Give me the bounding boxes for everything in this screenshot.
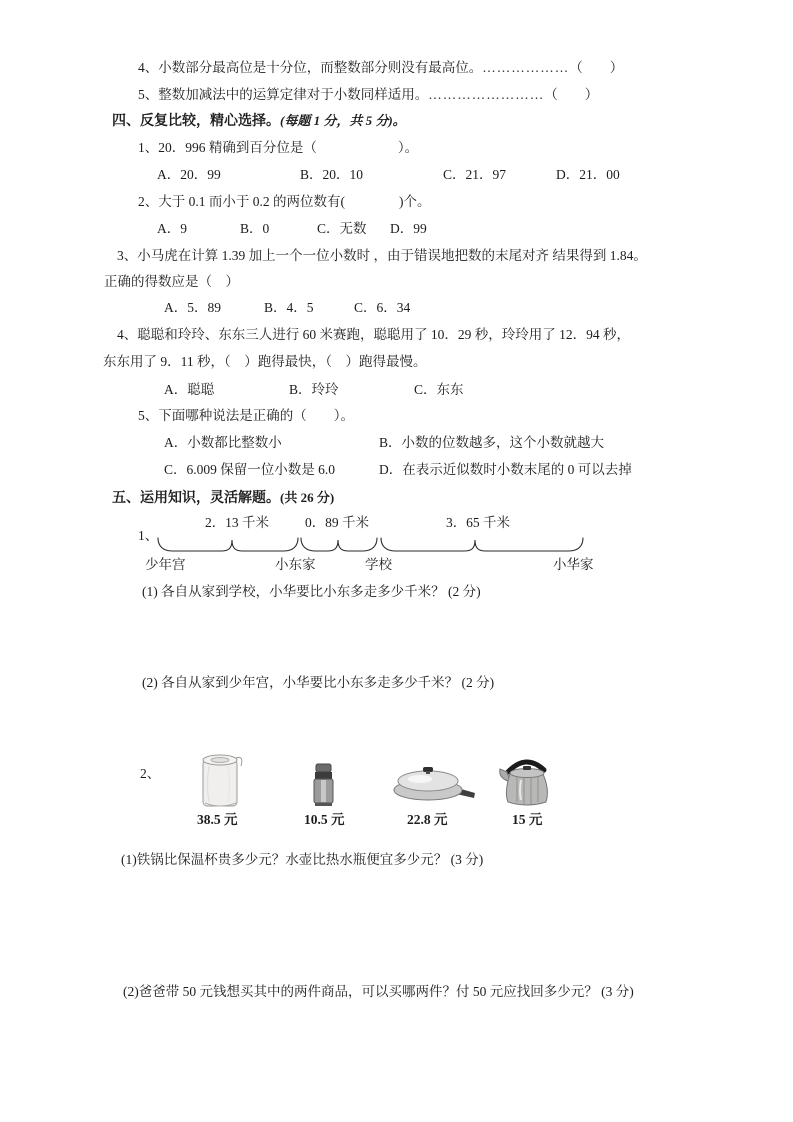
option-d: D．99 [390, 221, 427, 236]
judge-item-4 [138, 60, 623, 76]
question-4-options [164, 382, 464, 398]
thermos-cup-icon [311, 763, 339, 808]
option-c: C．东东 [414, 382, 464, 397]
question-1-sub1: (1) 各自从家到学校，小华要比小东多走多少千米？ (2 分) [142, 584, 481, 599]
judge-item-5 [138, 87, 598, 103]
question-4-stem-line2: 东东用了 9．11 秒，（ ）跑得最快，（ ）跑得最慢。 [103, 354, 427, 369]
station-label-xiaohuajia: 小华家 [553, 557, 594, 572]
distance-label-1: 2．13 千米 [204, 515, 270, 530]
option-c: C．无数 [317, 221, 367, 236]
option-b: B．0 [240, 221, 270, 236]
question-2-stem: 2、大于 0.1 而小于 0.2 的两位数有( )个。 [138, 194, 431, 209]
question-5-stem: 5、下面哪种说法是正确的（ ）。 [138, 408, 354, 423]
question-1-sub2: (2) 各自从家到少年宫，小华要比小东多走多少千米？ (2 分) [142, 675, 495, 690]
option-d: D．在表示近似数时小数末尾的 0 可以去掉 [379, 462, 632, 477]
price-label-kettle: 15 元 [512, 812, 543, 827]
option-b: B．玲玲 [289, 382, 339, 397]
iron-pan-icon [392, 766, 478, 806]
station-label-xiaodongjia: 小东家 [275, 557, 316, 572]
question-2-sub1: (1)铁锅比保温杯贵多少元？水壶比热水瓶便宜多少元？ (3 分) [121, 852, 484, 867]
question-4-stem-line1: 4、聪聪和玲玲、东东三人进行 60 米赛跑，聪聪用了 10．29 秒，玲玲用了 12．94 秒， [117, 327, 630, 342]
judge-item-4-text: 4、小数部分最高位是十分位，而整数部分则没有最高位。 [138, 60, 483, 75]
question-2-number: 2、 [140, 766, 161, 781]
option-a: A．5．89 [164, 300, 221, 315]
question-3-options [164, 300, 410, 316]
section5-header [112, 490, 334, 507]
option-a: A．20．99 [157, 167, 221, 182]
dot-leader: ……………… [482, 60, 570, 75]
distance-label-3: 3．65 千米 [445, 515, 511, 530]
option-a: A．聪聪 [164, 382, 215, 397]
question-5-options-row2 [164, 462, 632, 478]
option-b: B．小数的位数越多，这个小数就越大 [379, 435, 605, 450]
section4-points-note: (每题 1 分，共 5 分)。 [280, 113, 406, 128]
option-c: C．6.009 保留一位小数是 6.0 [164, 462, 336, 477]
price-label-flask: 38.5 元 [197, 812, 238, 827]
section5-points-note: (共 26 分) [280, 490, 335, 505]
question-2-options [157, 221, 427, 237]
option-b: B．4．5 [264, 300, 314, 315]
distance-label-2: 0．89 千米 [304, 515, 370, 530]
option-c: C．6．34 [354, 300, 411, 315]
question-3-stem-line2: 正确的得数应是（ ） [104, 274, 239, 289]
brace-segment-3 [381, 538, 583, 551]
option-d: D．21．00 [556, 167, 620, 182]
brace-diagram [0, 534, 793, 556]
brace-segment-2 [301, 538, 377, 551]
dot-leader: …………………… [428, 87, 545, 102]
option-c: C．21．97 [443, 167, 507, 182]
section5-title: 五、运用知识，灵活解题。 [112, 491, 280, 506]
price-label-pan: 22.8 元 [407, 812, 448, 827]
station-label-xuexiao: 学校 [365, 557, 392, 572]
question-5-options-row1 [164, 435, 604, 451]
section4-title: 四、反复比较，精心选择。 [112, 114, 280, 129]
hot-water-flask-icon [198, 752, 244, 810]
price-label-cup: 10.5 元 [304, 812, 345, 827]
answer-blank: （ ） [569, 60, 624, 75]
option-a: A．9 [157, 221, 187, 236]
question-2-sub2: (2)爸爸带 50 元钱想买其中的两件商品，可以买哪两件？付 50 元应找回多少元？ (3 分) [123, 984, 634, 999]
station-label-shaoniangong: 少年宫 [145, 557, 186, 572]
judge-item-5-text: 5、整数加减法中的运算定律对于小数同样适用。 [138, 87, 429, 102]
question-1-options [157, 167, 620, 183]
option-b: B．20．10 [300, 167, 364, 182]
question-3-stem-line1: 3、小马虎在计算 1.39 加上一个一位小数时 ，由于错误地把数的末尾对齐 结果得到 1.84。 [117, 248, 647, 263]
brace-segment-1 [158, 538, 298, 551]
question-1-stem: 1、20．996 精确到百分位是（ ）。 [138, 140, 419, 155]
option-a: A．小数都比整数小 [164, 435, 282, 450]
question-1-number: 1、 [138, 528, 159, 543]
section4-header [112, 113, 406, 130]
answer-blank: （ ） [544, 87, 599, 102]
kettle-icon [496, 752, 556, 808]
